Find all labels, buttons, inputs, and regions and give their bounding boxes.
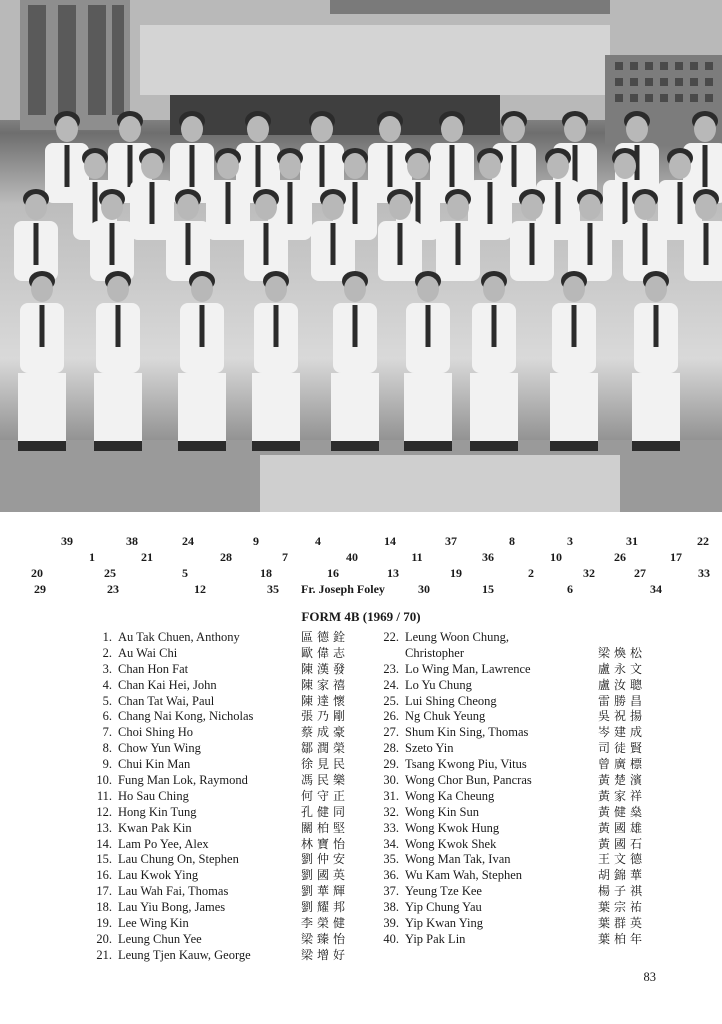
roster-number: 40. (383, 931, 399, 946)
student-name: Lee Wing Kin (118, 916, 189, 931)
key-number: 14 (384, 534, 396, 548)
key-number: 17 (670, 550, 682, 564)
student-name: Leung Tjen Kauw, George (118, 947, 251, 962)
key-number: 32 (583, 566, 595, 580)
roster-number: 11. (96, 788, 112, 803)
student-chinese-name: 張乃剛 (301, 709, 350, 724)
student-name: Szeto Yin (405, 741, 454, 756)
student-chinese-name: 王文德 (598, 852, 647, 867)
student-chinese-name: 盧汝聰 (598, 677, 647, 692)
student-name: Au Tak Chuen, Anthony (118, 630, 240, 644)
roster-number: 34. (383, 836, 399, 851)
student-chinese-name: 蔡成豪 (301, 725, 350, 740)
key-number: 4 (315, 534, 321, 548)
student-chinese-name: 孔健同 (301, 804, 350, 819)
student-name: Lau Wah Fai, Thomas (118, 884, 229, 899)
student-chinese-name: 劉華輝 (301, 884, 350, 899)
key-number: 1 (89, 550, 95, 564)
roster-number: 33. (383, 820, 399, 835)
roster-number: 3. (102, 661, 112, 676)
person (18, 271, 66, 451)
student-chinese-name: 梁煥松 (598, 645, 647, 660)
student-chinese-name: 盧永文 (598, 661, 647, 676)
key-number: 2 (528, 566, 534, 580)
key-number: 27 (634, 566, 646, 580)
person (632, 271, 680, 451)
student-chinese-name: 何守正 (301, 788, 350, 803)
key-number: 23 (107, 582, 119, 596)
roster-number: 31. (383, 788, 399, 803)
key-number: 29 (34, 582, 46, 596)
roster-number: 28. (383, 741, 399, 756)
person (94, 271, 142, 451)
key-number: 26 (614, 550, 626, 564)
student-name: Lo Wing Man, Lawrence (405, 661, 531, 676)
student-name: Au Wai Chi (118, 645, 178, 660)
key-number: 36 (482, 550, 494, 564)
student-chinese-name: 關柏堅 (301, 820, 350, 835)
person (252, 271, 300, 451)
key-number: 9 (253, 534, 259, 548)
roster-number: 4. (102, 677, 112, 692)
student-chinese-name: 李榮健 (301, 916, 350, 931)
student-chinese-name: 陳家禧 (301, 677, 350, 692)
student-name: Lau Yiu Bong, James (118, 900, 226, 915)
roster-number: 9. (102, 757, 112, 772)
student-chinese-name: 楊子祺 (598, 884, 647, 899)
student-name: Chan Hon Fat (118, 661, 189, 676)
page-number: 83 (643, 970, 656, 984)
key-number: 38 (126, 534, 138, 548)
student-name: Wong Ka Cheung (405, 788, 495, 803)
student-chinese-name: 曾廣標 (598, 757, 647, 772)
key-number: 37 (445, 534, 457, 548)
student-chinese-name: 葉柏年 (598, 931, 647, 946)
key-number: 13 (387, 566, 399, 580)
key-number: 16 (327, 566, 339, 580)
key-number: 33 (698, 566, 710, 580)
key-number: 12 (194, 582, 206, 596)
roster-number: 37. (383, 884, 399, 899)
student-name: Lui Shing Cheong (405, 693, 497, 708)
roster-number: 5. (102, 693, 112, 708)
student-name: Chan Tat Wai, Paul (118, 693, 215, 708)
roster-number: 10. (96, 773, 112, 788)
student-chinese-name: 雷勝昌 (598, 693, 647, 708)
roster-number: 1. (102, 630, 112, 644)
student-chinese-name: 葉宗祐 (598, 900, 647, 915)
key-number: 25 (104, 566, 116, 580)
student-chinese-name: 岑建成 (598, 725, 647, 740)
key-number: 22 (697, 534, 709, 548)
key-number: 8 (509, 534, 515, 548)
key-number: 10 (550, 550, 562, 564)
key-number: 18 (260, 566, 272, 580)
person (404, 271, 452, 451)
student-name: Lau Kwok Ying (118, 868, 199, 883)
key-number: 34 (650, 582, 662, 596)
student-chinese-name: 黃國雄 (598, 820, 647, 835)
student-name: Yip Kwan Ying (405, 916, 484, 931)
roster-number: 17. (96, 884, 112, 899)
student-chinese-name: 吳祝揚 (598, 709, 647, 724)
student-name: Fung Man Lok, Raymond (118, 773, 248, 788)
roster-number: 6. (102, 709, 112, 724)
student-name: Leung Chun Yee (118, 931, 202, 946)
key-number: 3 (567, 534, 573, 548)
student-name: Tsang Kwong Piu, Vitus (405, 757, 527, 772)
student-name: Chang Nai Kong, Nicholas (118, 709, 254, 724)
student-name: Hong Kin Tung (118, 804, 197, 819)
key-number: 5 (182, 566, 188, 580)
person (550, 271, 598, 451)
student-name: Lam Po Yee, Alex (118, 836, 209, 851)
student-name: Chow Yun Wing (118, 741, 201, 756)
student-chinese-name: 陳達懷 (301, 693, 350, 708)
student-name: Kwan Pak Kin (118, 820, 192, 835)
person (178, 271, 226, 451)
roster-number: 24. (383, 677, 399, 692)
student-name: Ho Sau Ching (118, 788, 189, 803)
key-number: 31 (626, 534, 638, 548)
roster-number: 7. (102, 725, 112, 740)
roster-number: 8. (102, 741, 112, 756)
student-chinese-name: 林寶怡 (301, 836, 350, 851)
student-name: Wu Kam Wah, Stephen (405, 868, 522, 883)
roster-number: 38. (383, 900, 399, 915)
student-chinese-name: 梁臻怡 (301, 931, 350, 946)
teacher-name: Fr. Joseph Foley (301, 582, 385, 596)
form-title: FORM 4B (1969 / 70) (301, 609, 421, 624)
student-name: Chui Kin Man (118, 757, 191, 772)
student-chinese-name: 徐見民 (301, 757, 350, 772)
student-chinese-name: 黃楚濱 (598, 773, 647, 788)
roster-number: 39. (383, 916, 399, 931)
roster-number: 21. (96, 947, 112, 962)
roster-number: 15. (96, 852, 112, 867)
roster-number: 18. (96, 900, 112, 915)
roster-number: 14. (96, 836, 112, 851)
roster-number: 2. (102, 645, 112, 660)
key-number: 20 (31, 566, 43, 580)
roster-number: 36. (383, 868, 399, 883)
student-chinese-name: 黃國石 (598, 836, 647, 851)
roster-number: 22. (383, 630, 399, 644)
student-name: Wong Kin Sun (405, 804, 479, 819)
student-chinese-name: 葉群英 (598, 916, 647, 931)
roster-number: 26. (383, 709, 399, 724)
student-chinese-name: 區德銓 (301, 630, 350, 644)
key-number: 35 (267, 582, 279, 596)
student-name: Wong Kwok Hung (405, 820, 500, 835)
key-number: 15 (482, 582, 494, 596)
roster-number: 12. (96, 804, 112, 819)
student-chinese-name: 馮民樂 (301, 773, 350, 788)
student-name: Christopher (405, 645, 465, 660)
roster-number: 23. (383, 661, 399, 676)
roster-number: 20. (96, 931, 112, 946)
student-name: Lo Yu Chung (405, 677, 472, 692)
student-name: Leung Woon Chung, (405, 630, 509, 644)
key-number: 39 (61, 534, 73, 548)
student-chinese-name: 梁增好 (301, 947, 350, 962)
student-chinese-name: 胡錦華 (598, 868, 647, 883)
student-chinese-name: 劉耀邦 (301, 900, 350, 915)
roster-number: 25. (383, 693, 399, 708)
key-number: 19 (450, 566, 462, 580)
key-number: 21 (141, 550, 153, 564)
student-chinese-name: 陳漢發 (301, 661, 350, 676)
student-chinese-name: 鄒潤榮 (301, 741, 350, 756)
roster-number: 13. (96, 820, 112, 835)
roster-number: 32. (383, 804, 399, 819)
person (331, 271, 379, 451)
key-number: 7 (282, 550, 288, 564)
key-number: 11 (411, 550, 423, 564)
student-name: Wong Man Tak, Ivan (405, 852, 511, 867)
student-chinese-name: 劉國英 (301, 868, 350, 883)
roster-number: 35. (383, 852, 399, 867)
key-number: 6 (567, 582, 573, 596)
key-number: 24 (182, 534, 194, 548)
student-name: Lau Chung On, Stephen (118, 852, 239, 867)
roster-number: 16. (96, 868, 112, 883)
student-name: Wong Chor Bun, Pancras (405, 773, 532, 788)
student-name: Shum Kin Sing, Thomas (405, 725, 529, 740)
student-chinese-name: 黃家祥 (598, 788, 647, 803)
student-name: Ng Chuk Yeung (405, 709, 486, 724)
key-number: 28 (220, 550, 232, 564)
student-chinese-name: 劉仲安 (301, 852, 350, 867)
person (470, 271, 518, 451)
roster-number: 30. (383, 773, 399, 788)
student-chinese-name: 黃健燊 (598, 804, 647, 819)
student-name: Chan Kai Hei, John (118, 677, 217, 692)
student-chinese-name: 司徒賢 (598, 741, 647, 756)
student-name: Wong Kwok Shek (405, 836, 497, 851)
key-number: 30 (418, 582, 430, 596)
key-number: 40 (346, 550, 358, 564)
student-name: Yeung Tze Kee (405, 884, 482, 899)
student-name: Choi Shing Ho (118, 725, 194, 740)
student-name: Yip Pak Lin (405, 931, 466, 946)
roster-number: 29. (383, 757, 399, 772)
student-name: Yip Chung Yau (405, 900, 482, 915)
roster-number: 27. (383, 725, 399, 740)
student-chinese-name: 歐偉志 (301, 645, 350, 660)
roster-number: 19. (96, 916, 112, 931)
